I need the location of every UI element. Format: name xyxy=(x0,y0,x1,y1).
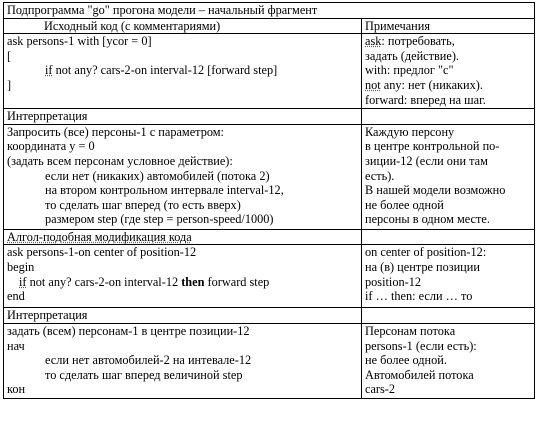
interp-line: кон xyxy=(7,382,26,397)
note-line: if … then: если … то xyxy=(365,289,473,304)
interp-line: на втором контрольном интервале interval-12, xyxy=(45,183,284,198)
notes-cell-1 xyxy=(362,34,535,109)
interpretation-row-1 xyxy=(4,124,535,229)
note-line: persons-1 (если есть): xyxy=(365,338,477,353)
header-notes: Примечания xyxy=(362,18,535,34)
code-line: not any? cars-2-on interval-12 [forward step] xyxy=(52,63,278,78)
section-title: Интерпретация xyxy=(4,109,362,125)
interpretation-cell-1 xyxy=(4,124,362,229)
empty-cell xyxy=(362,229,535,245)
section-row-interpretation-2 xyxy=(4,308,535,324)
code-line: ask persons-1 with [ycor = 0] xyxy=(7,34,152,49)
interp-line: если нет (никаких) автомобилей (потока 2) xyxy=(45,168,270,183)
code-line: begin xyxy=(7,259,35,274)
code-text: forward step xyxy=(204,274,270,289)
header-source-code: Исходный код (с комментариями) xyxy=(4,18,362,34)
interpretation-notes-2 xyxy=(362,323,535,398)
code-line: [ xyxy=(7,48,12,63)
empty-cell xyxy=(362,109,535,125)
algol-code-cell xyxy=(4,245,362,308)
section-row-interpretation-1 xyxy=(4,109,535,125)
code-keyword-if: if xyxy=(19,274,27,289)
note-line: Персонам потока xyxy=(365,323,456,338)
doc-title: Подпрограмма "go" прогона модели – начальный фрагмент xyxy=(4,3,535,19)
empty-cell xyxy=(362,308,535,324)
section-row-algol xyxy=(4,229,535,245)
code-keyword-if: if xyxy=(45,63,53,78)
note-line: не более одной. xyxy=(365,353,447,368)
interpretation-notes-1 xyxy=(362,124,535,229)
interp-line: размером step (где step = person-speed/1000) xyxy=(45,212,274,227)
note-keyword-ask: ask xyxy=(365,34,382,49)
code-cell-1 xyxy=(4,34,362,109)
section-title xyxy=(4,229,362,245)
interp-line: задать (всем) персонам-1 в центре позиции-12 xyxy=(7,323,250,338)
note-line: не более одной xyxy=(365,197,444,212)
section-title: Интерпретация xyxy=(4,308,362,324)
interp-line: (задать всем персонам условное действие): xyxy=(7,153,233,168)
note-line: Автомобилей потока xyxy=(365,367,474,382)
interpretation-row-2 xyxy=(4,323,535,398)
note-text: any: нет (никаких). xyxy=(380,77,483,92)
code-line: end xyxy=(7,289,25,304)
interp-line: Запросить (все) персоны-1 с параметром: xyxy=(7,124,224,139)
code-line: ask persons-1-on center of position-12 xyxy=(7,245,197,260)
note-line: on center of position-12: xyxy=(365,245,487,260)
interp-line: нач xyxy=(7,338,25,353)
note-line: with: предлог "с" xyxy=(365,63,454,78)
interpretation-cell-2 xyxy=(4,323,362,398)
interp-line: если нет автомобилей-2 на интевале-12 xyxy=(45,353,252,368)
note-line: задать (действие). xyxy=(365,48,460,63)
interp-line: то сделать шаг вперед величиной step xyxy=(45,367,243,382)
note-line: есть). xyxy=(365,168,395,183)
note-line: forward: вперед на шаг. xyxy=(365,92,486,107)
algol-row xyxy=(4,245,535,308)
note-keyword-not: not xyxy=(365,77,381,92)
note-line: position-12 xyxy=(365,274,422,289)
note-line: в центре контрольной по- xyxy=(365,139,500,154)
code-line: ] xyxy=(7,77,12,92)
code-text: not any? cars-2-on interval-12 xyxy=(26,274,182,289)
note-line: В нашей модели возможно xyxy=(365,183,506,198)
interp-line: координата y = 0 xyxy=(7,139,95,154)
code-row-1 xyxy=(4,34,535,109)
note-line: cars-2 xyxy=(365,382,396,397)
note-line: персоны в одном месте. xyxy=(365,212,490,227)
note-line: Каждую персону xyxy=(365,124,455,139)
note-line: на (в) центре позиции xyxy=(365,259,480,274)
interp-line: то сделать шаг вперед (то есть вверх) xyxy=(45,197,241,212)
section-title-text: Алгол-подобная модификация кода xyxy=(7,229,192,244)
algol-notes-cell xyxy=(362,245,535,308)
header-row xyxy=(4,18,535,34)
title-row xyxy=(4,3,535,19)
code-keyword-then: then xyxy=(181,274,205,289)
document-table xyxy=(3,2,535,399)
note-text: : потребовать, xyxy=(381,34,455,49)
note-line: зиции-12 (если они там xyxy=(365,153,488,168)
